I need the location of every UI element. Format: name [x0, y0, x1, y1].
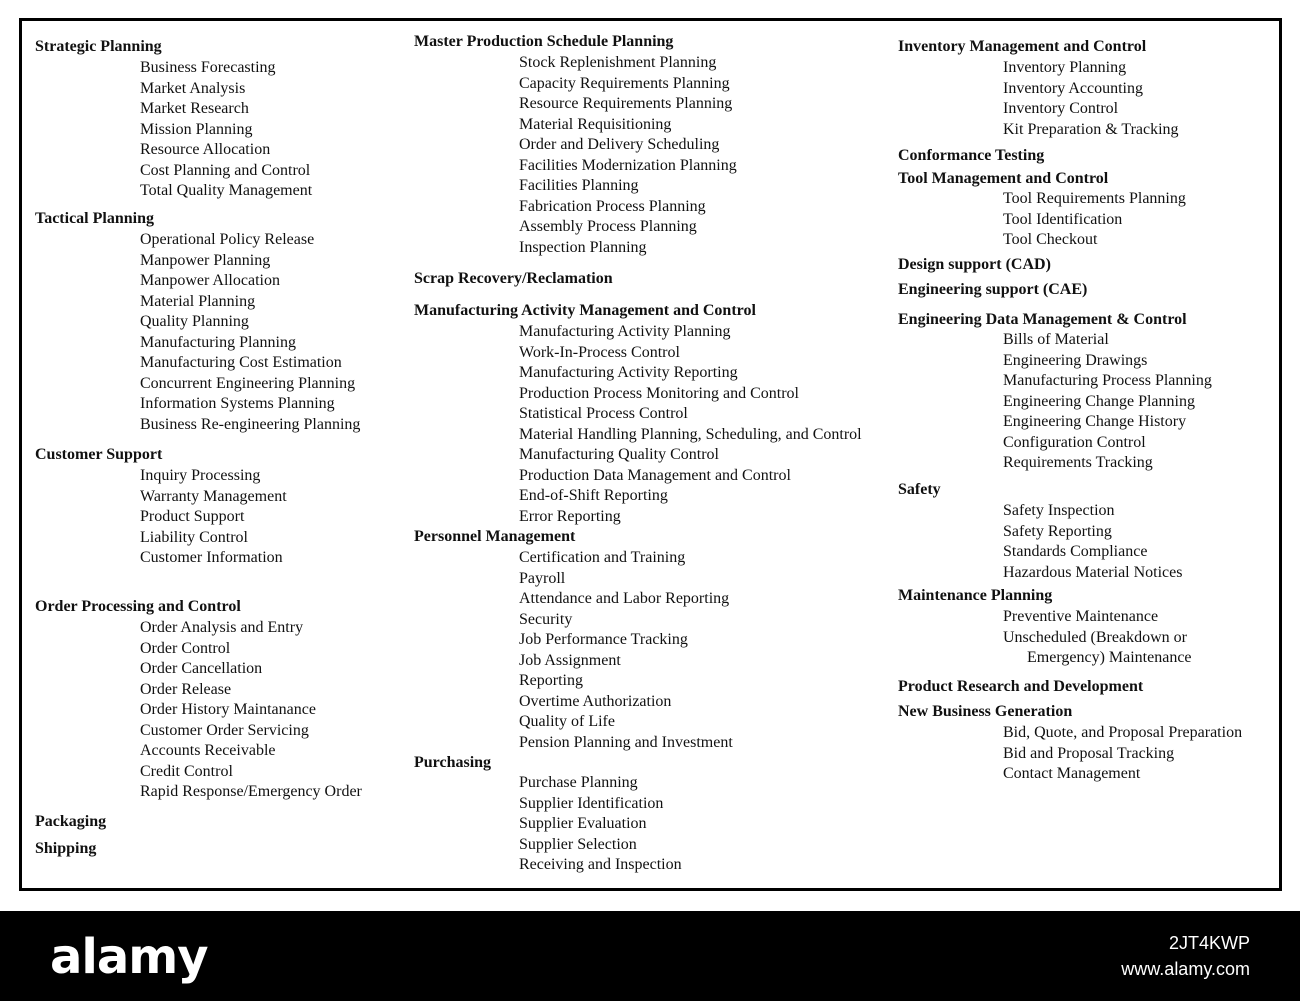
- function-item: Manufacturing Cost Estimation: [140, 354, 342, 371]
- function-item: Tool Requirements Planning: [1003, 190, 1186, 207]
- function-item: Error Reporting: [519, 507, 621, 525]
- function-item: Manufacturing Quality Control: [519, 446, 719, 463]
- function-item: Safety Inspection: [1003, 502, 1115, 519]
- section-heading: Shipping: [35, 840, 97, 857]
- function-item: Reporting: [519, 672, 583, 689]
- function-item: Assembly Process Planning: [519, 218, 697, 235]
- function-item: Facilities Modernization Planning: [519, 156, 737, 174]
- section-heading: Safety: [898, 481, 941, 498]
- function-item: Engineering Drawings: [1003, 351, 1148, 369]
- function-item: Facilities Planning: [519, 177, 639, 194]
- function-item: Requirements Tracking: [1003, 454, 1153, 471]
- function-item: Supplier Identification: [519, 794, 664, 812]
- section-heading: Personnel Management: [414, 528, 576, 545]
- site-url: www.alamy.com: [1121, 959, 1250, 979]
- function-item: Order Cancellation: [140, 660, 263, 677]
- function-item: Production Process Monitoring and Control: [519, 384, 799, 402]
- function-item: Customer Order Servicing: [140, 721, 309, 739]
- section-heading: Design support (CAD): [898, 256, 1051, 273]
- function-item: Certification and Training: [519, 549, 686, 566]
- function-item: Business Forecasting: [140, 59, 276, 76]
- section-heading: Maintenance Planning: [898, 587, 1053, 604]
- watermark-footer: [0, 911, 1300, 1001]
- function-item: Inventory Control: [1003, 100, 1119, 117]
- section-heading: Customer Support: [35, 446, 163, 463]
- section-heading: Tool Management and Control: [898, 170, 1109, 187]
- function-item: Material Requisitioning: [519, 115, 672, 133]
- function-item: Total Quality Management: [140, 182, 313, 199]
- function-item: Engineering Change History: [1003, 413, 1187, 430]
- function-item: Capacity Requirements Planning: [519, 74, 730, 92]
- function-item: Work-In-Process Control: [519, 343, 680, 361]
- function-item: Inventory Planning: [1003, 59, 1127, 76]
- function-item: Statistical Process Control: [519, 405, 688, 422]
- function-item: Pension Planning and Investment: [519, 733, 733, 751]
- function-item: Kit Preparation & Tracking: [1003, 120, 1179, 138]
- function-item: Bills of Material: [1003, 331, 1109, 348]
- function-item: Manpower Allocation: [140, 272, 280, 289]
- function-item: Quality Planning: [140, 313, 249, 330]
- function-item: Purchase Planning: [519, 774, 638, 791]
- function-item: Job Assignment: [519, 651, 621, 669]
- section-heading: Tactical Planning: [35, 210, 154, 227]
- function-item: Manufacturing Process Planning: [1003, 372, 1212, 389]
- function-item: Contact Management: [1003, 765, 1141, 782]
- function-item: Tool Checkout: [1003, 231, 1098, 248]
- section-heading: Purchasing: [414, 754, 492, 771]
- function-item: Engineering Change Planning: [1003, 392, 1195, 410]
- function-item: Configuration Control: [1003, 433, 1146, 451]
- section-heading: Engineering support (CAE): [898, 281, 1088, 298]
- function-item: Order and Delivery Scheduling: [519, 136, 720, 153]
- function-item: Safety Reporting: [1003, 522, 1112, 540]
- function-item: Job Performance Tracking: [519, 631, 688, 648]
- image-id: 2JT4KWP: [1168, 933, 1250, 953]
- function-item: Supplier Evaluation: [519, 815, 647, 832]
- function-item: Standards Compliance: [1003, 543, 1148, 560]
- function-item: Accounts Receivable: [140, 742, 276, 759]
- section-heading: Product Research and Development: [898, 678, 1144, 695]
- function-item: Bid, Quote, and Proposal Preparation: [1003, 724, 1243, 741]
- function-item: Resource Requirements Planning: [519, 95, 733, 112]
- section-heading: Conformance Testing: [898, 147, 1045, 164]
- function-item: Security: [519, 610, 573, 628]
- function-item: Order Control: [140, 639, 231, 657]
- function-item: Inspection Planning: [519, 238, 647, 256]
- function-item: Rapid Response/Emergency Order: [140, 783, 362, 800]
- section-heading: Manufacturing Activity Management and Control: [414, 302, 756, 319]
- function-item: Product Support: [140, 508, 245, 525]
- function-item: Liability Control: [140, 528, 248, 546]
- function-item: Manufacturing Activity Planning: [519, 323, 731, 340]
- function-item: Inquiry Processing: [140, 467, 261, 484]
- section-heading: Strategic Planning: [35, 38, 162, 55]
- function-item: Concurrent Engineering Planning: [140, 374, 356, 392]
- function-item: Fabrication Process Planning: [519, 197, 706, 215]
- function-item: Business Re-engineering Planning: [140, 415, 361, 433]
- function-item: Hazardous Material Notices: [1003, 563, 1183, 581]
- alamy-logo: alamy: [50, 929, 208, 985]
- function-item: Unscheduled (Breakdown or: [1003, 628, 1187, 646]
- function-item: Overtime Authorization: [519, 692, 672, 710]
- section-heading: New Business Generation: [898, 703, 1073, 720]
- function-item: Stock Replenishment Planning: [519, 54, 717, 71]
- function-item: Payroll: [519, 569, 566, 587]
- section-heading: Scrap Recovery/Reclamation: [414, 270, 613, 287]
- function-item: Preventive Maintenance: [1003, 608, 1159, 625]
- function-item: Cost Planning and Control: [140, 161, 311, 179]
- function-item: Inventory Accounting: [1003, 79, 1143, 97]
- function-item: Material Planning: [140, 292, 256, 310]
- function-item: Attendance and Labor Reporting: [519, 590, 730, 607]
- function-item: Order Analysis and Entry: [140, 619, 304, 636]
- function-item: Order Release: [140, 680, 232, 698]
- section-heading: Engineering Data Management & Control: [898, 311, 1187, 328]
- function-item: Manufacturing Activity Reporting: [519, 364, 738, 381]
- function-item: Supplier Selection: [519, 835, 637, 853]
- function-item: End-of-Shift Reporting: [519, 487, 668, 504]
- function-item: Manufacturing Planning: [140, 333, 296, 351]
- section-heading: Master Production Schedule Planning: [414, 33, 674, 50]
- function-item: Receiving and Inspection: [519, 856, 682, 873]
- function-item: Credit Control: [140, 762, 233, 780]
- function-item: Information Systems Planning: [140, 395, 335, 412]
- function-item: Customer Information: [140, 549, 283, 566]
- function-item: Emergency) Maintenance: [1027, 649, 1192, 666]
- function-item: Quality of Life: [519, 713, 615, 730]
- function-item: Warranty Management: [140, 487, 287, 505]
- function-item: Production Data Management and Control: [519, 466, 791, 484]
- function-item: Order History Maintanance: [140, 701, 316, 718]
- function-item: Market Research: [140, 100, 249, 117]
- function-item: Operational Policy Release: [140, 231, 315, 248]
- function-item: Manpower Planning: [140, 251, 271, 269]
- section-heading: Order Processing and Control: [35, 598, 241, 615]
- function-item: Resource Allocation: [140, 141, 271, 158]
- function-item: Mission Planning: [140, 120, 253, 138]
- function-item: Tool Identification: [1003, 210, 1123, 228]
- function-item: Bid and Proposal Tracking: [1003, 744, 1175, 762]
- section-heading: Inventory Management and Control: [898, 38, 1147, 55]
- function-item: Market Analysis: [140, 79, 246, 97]
- section-heading: Packaging: [35, 813, 107, 830]
- function-item: Material Handling Planning, Scheduling, and Control: [519, 425, 862, 443]
